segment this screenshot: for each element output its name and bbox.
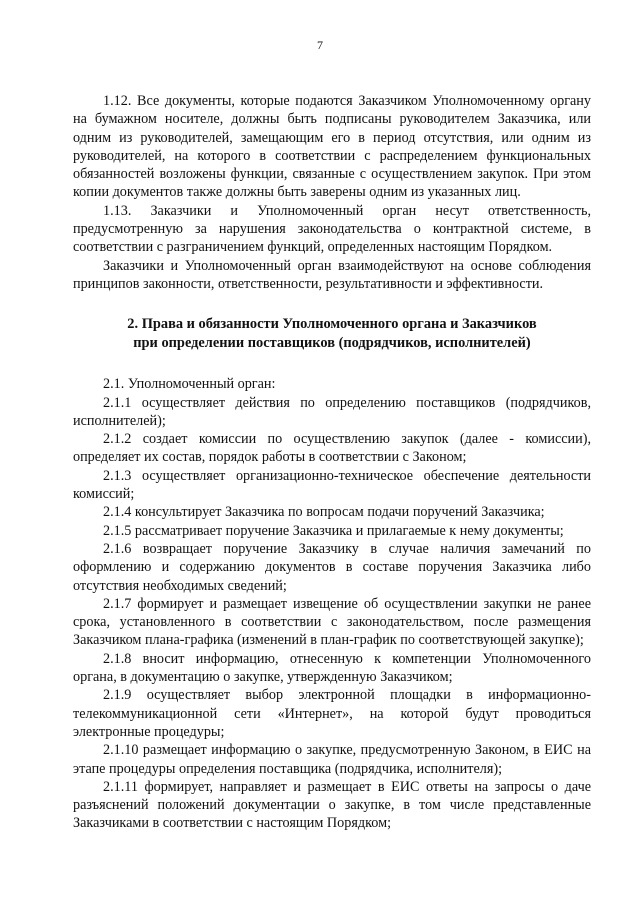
paragraph-2-1-2: 2.1.2 создает комиссии по осуществлению закупок (далее - комиссии), определяет их состав, порядок работы в соответствии с Законом; xyxy=(73,431,591,466)
paragraph-1-13: 1.13. Заказчики и Уполномоченный орган несут ответственность, предусмотренную за нарушения законодательства о контрактной системе, в соответствии с разграничением функций, определенных настоящим Порядком. xyxy=(73,202,591,256)
paragraph-2-1-5: 2.1.5 рассматривает поручение Заказчика и прилагаемые к нему документы; xyxy=(103,522,564,539)
paragraph-2-1-9: 2.1.9 осуществляет выбор электронной площадки в информационно-телекоммуникационной сети «Интернет», на которой будут проводиться электронные процедуры; xyxy=(73,687,591,740)
paragraph-2-1-11: 2.1.11 формирует, направляет и размещает в ЕИС ответы на запросы о даче разъяснений положений документации о закупке, в том числе представленные Заказчиками в соответствии с настоящим Порядком; xyxy=(73,778,591,832)
paragraph-2-1-4: 2.1.4 консультирует Заказчика по вопросам подачи поручений Заказчика; xyxy=(103,504,545,521)
paragraph-2-1-7: 2.1.7 формирует и размещает извещение об осуществлении закупки не ранее срока, установленного в соответствии с законодательством, после размещения Заказчиком плана-графика (изменений в план-график по соответствующей закупке); xyxy=(73,595,591,649)
section-heading-line-1: 2. Права и обязанности Уполномоченного органа и Заказчиков xyxy=(127,316,537,333)
paragraph-2-1-10: 2.1.10 размещает информацию о закупке, предусмотренную Законом, в ЕИС на этапе процедуры определения поставщика (подрядчика, исполнителя); xyxy=(73,742,591,777)
paragraph-1-12: 1.12. Все документы, которые подаются Заказчиком Уполномоченному органу на бумажном носителе, должны быть подписаны руководителем Заказчика, или одним из руководителей, замещающим его в период отсутствия, или одним из руководителей, на которого в соответствии с распределением функциональных обязанностей возложены функции, связанные с осуществлением закупок. При этом копии документов также должны быть заверены одним из указанных лиц. xyxy=(73,93,591,201)
paragraph-2-1-6: 2.1.6 возвращает поручение Заказчику в случае наличия замечаний по оформлению и содержанию документов в составе поручения Заказчика либо отсутствия необходимых сведений; xyxy=(73,540,591,594)
paragraph-interaction-principles: Заказчики и Уполномоченный орган взаимодействуют на основе соблюдения принципов законности, ответственности, результативности и эффективности. xyxy=(73,257,591,292)
section-heading xyxy=(73,315,591,353)
section-heading-line-2: при определении поставщиков (подрядчиков, исполнителей) xyxy=(133,335,531,352)
paragraph-2-1-8: 2.1.8 вносит информацию, отнесенную к компетенции Уполномоченного органа, в документацию о закупке, утвержденную Заказчиком; xyxy=(73,650,591,686)
page-number: 7 xyxy=(317,38,323,52)
paragraph-2-1: 2.1. Уполномоченный орган: xyxy=(103,376,276,393)
paragraph-2-1-1: 2.1.1 осуществляет действия по определению поставщиков (подрядчиков, исполнителей); xyxy=(73,394,591,429)
document-body xyxy=(73,92,591,833)
paragraph-2-1-3: 2.1.3 осуществляет организационно-техническое обеспечение деятельности комиссий; xyxy=(73,467,591,503)
